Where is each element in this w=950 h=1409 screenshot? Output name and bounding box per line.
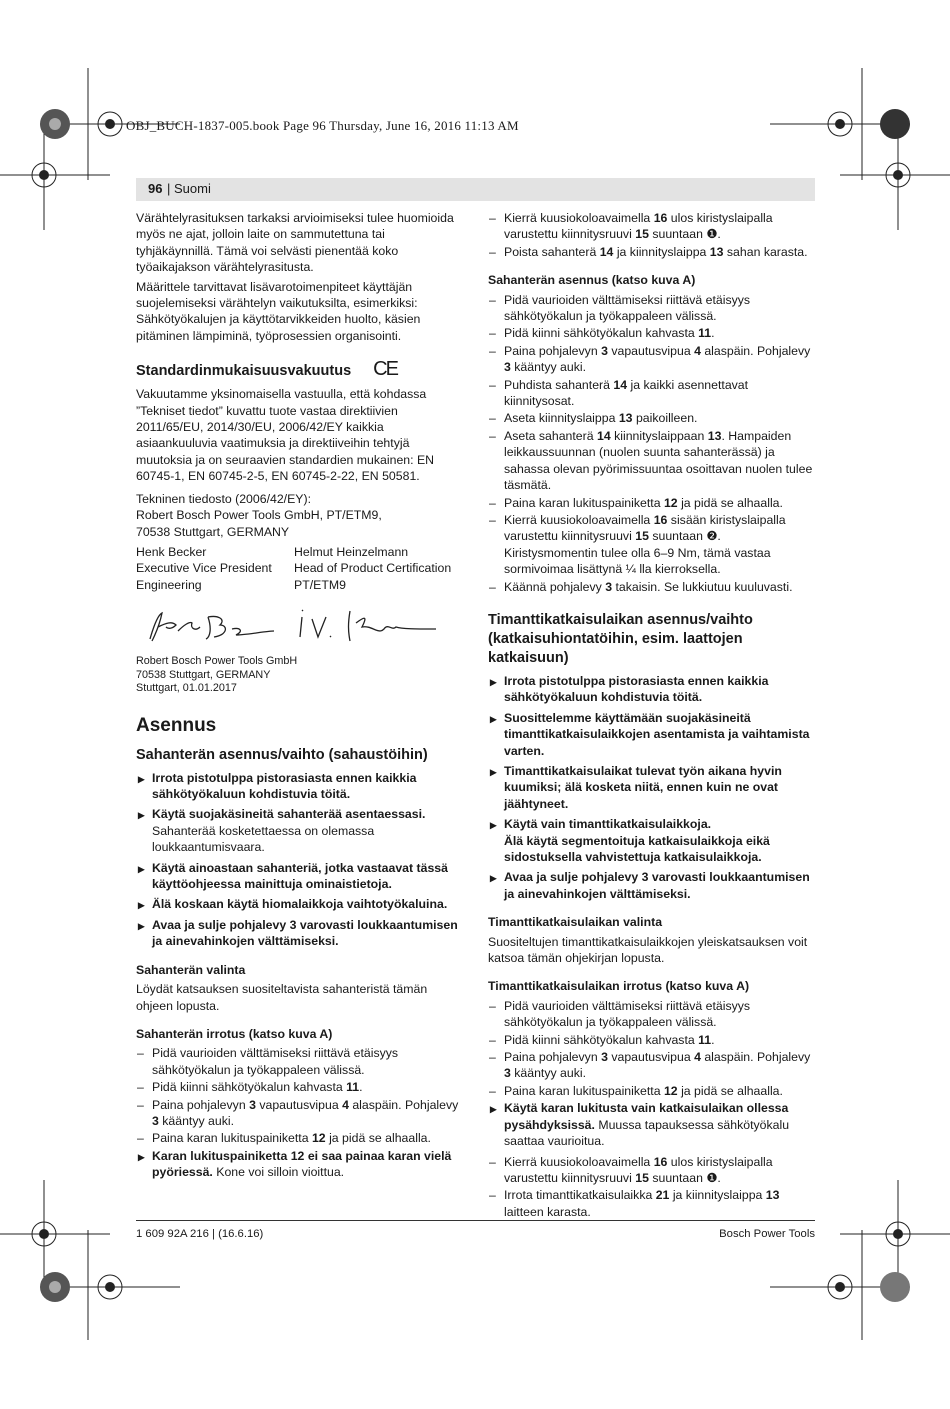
step-item: – Kierrä kuusiokoloavaimella 16 ulos kiristyslaipalla varustettu kiinnitysruuvi 15 suuntaan ❶. [488, 210, 816, 243]
step-item: – Pidä vaurioiden välttämiseksi riittävä etäisyys sähkötyökalun ja työkappaleen välissä. [488, 292, 816, 325]
signatory-name: Helmut Heinzelmann [294, 544, 409, 559]
step-item: – Pidä vaurioiden välttämiseksi riittävä etäisyys sähkötyökalun ja työkappaleen välissä. [488, 998, 816, 1031]
signatures-image [136, 601, 456, 651]
paragraph: Löydät katsauksen suositeltavista sahanteristä tämän ohjeen lopusta. [136, 982, 428, 1013]
page-section: Suomi [174, 181, 211, 196]
step-item: – Aseta kiinnityslaippa 13 paikoilleen. [488, 410, 816, 426]
step-item: – Paina karan lukituspainiketta 12 ja pidä se alhaalla. [488, 495, 816, 511]
step-item: – Paina pohjalevyn 3 vapautusvipua 4 alaspäin. Pohjalevy 3 kääntyy auki. [488, 1049, 816, 1082]
book-header: OBJ_BUCH-1837-005.book Page 96 Thursday, June 16, 2016 11:13 AM [126, 118, 519, 133]
heading-asennus: Asennus [136, 714, 217, 736]
paragraph: Suositeltujen timanttikatkaisulaikkojen yleiskatsauksen voit katsoa tämän ohjekirjan lopusta. [488, 934, 808, 966]
warning-item: ▶ Avaa ja sulje pohjalevy 3 varovasti loukkaantumisen ja ainevahinkojen välttämiseksi. [136, 917, 464, 950]
signatory-title: Engineering [136, 577, 202, 592]
step-item: – Pidä kiinni sähkötyökalun kahvasta 11. [488, 325, 816, 341]
heading-saw-blade: Sahanterän asennus/vaihto (sahaustöihin) [136, 746, 428, 763]
paragraph: Vakuutamme yksinomaisella vastuulla, että kohdassa ”Tekniset tiedot” kuvattu tuote vastaa direktiivien 2011/65/EU, 2014/30/EU, 2006/42/EY kaikkia asiaankuuluvia vaatimuksia ja direktiiveihin tehtyjä muutoksia ja on seuraavien standardien mukainen: EN 60745-1, EN 60745-2-5, EN 60745-2-22, EN 50581. [136, 387, 435, 484]
warning-item: ▶ Timanttikatkaisulaikat tulevat työn aikana hyvin kuumiksi; älä kosketa niitä, ennen kuin ne ovat jäähtyneet. [488, 763, 816, 812]
step-item: – Paina pohjalevyn 3 vapautusvipua 4 alaspäin. Pohjalevy 3 kääntyy auki. [488, 343, 816, 376]
warning-item: ▶ Käytä ainoastaan sahanteriä, jotka vastaavat tässä käyttöohjeessa mainittuja ominaistietoja. [136, 860, 464, 893]
heading-blade-install: Sahanterän asennus (katso kuva A) [488, 273, 696, 288]
step-item: – Käännä pohjalevy 3 takaisin. Se lukkiutuu kuuluvasti. [488, 579, 816, 595]
paragraph: Värähtelyrasituksen tarkaksi arvioimiseksi tulee huomioida myös ne ajat, jolloin laite on sammutettuna tai tyhjäkäynnillä. Tämä voi selvästi pienentää koko työaikajakson värähtelyrasitusta. [136, 211, 454, 275]
signatory-title: PT/ETM9 [294, 577, 346, 592]
right-column [488, 210, 816, 1221]
step-item: – Kierrä kuusiokoloavaimella 16 sisään kiristyslaipalla varustettu kiinnitysruuvi 15 suuntaan ❷. Kiristysmomentin tulee olla 6–9 Nm, tämä vastaa sormivoimaa lisättynä ¼ lla kierroksella. [488, 512, 816, 578]
step-item: – Kierrä kuusiokoloavaimella 16 ulos kiristyslaipalla varustettu kiinnitysruuvi 15 suuntaan ❶. [488, 1154, 816, 1187]
step-item: – Pidä kiinni sähkötyökalun kahvasta 11. [488, 1032, 816, 1048]
signatory-title: Head of Product Certification [294, 561, 452, 576]
step-item: – Paina pohjalevyn 3 vapautusvipua 4 alaspäin. Pohjalevy 3 kääntyy auki. [136, 1097, 464, 1130]
tech-line: Robert Bosch Power Tools GmbH, PT/ETM9, [136, 508, 382, 523]
signatories [136, 544, 464, 593]
warning-item: ▶ Irrota pistotulppa pistorasiasta ennen kaikkia sähkötyökaluun kohdistuvia töitä. [488, 673, 816, 706]
footer-brand: Bosch Power Tools [719, 1228, 815, 1240]
step-item: – Aseta sahanterä 14 kiinnityslaippaan 13. Hampaiden leikkaussuunnan (nuolen suunta sahanterässä) ja sahassa olevan pyörimissuuntaa osoittavan nuolen tulee täsmätä. [488, 428, 816, 494]
footer-doc-number: 1 609 92A 216 | (16.6.16) [136, 1228, 264, 1240]
warning-item: ▶ Käytä suojakäsineitä sahanterää asentaessasi. Sahanterää kosketettaessa on olemassa loukkaantumisvaara. [136, 806, 464, 855]
tech-line: Tekninen tiedosto (2006/42/EY): [136, 491, 312, 506]
step-item: – Pidä kiinni sähkötyökalun kahvasta 11. [136, 1079, 464, 1095]
heading-disc-removal: Timanttikatkaisulaikan irrotus (katso kuva A) [488, 979, 750, 994]
footer-rule [136, 1220, 815, 1221]
heading-diamond-disc: Timanttikatkaisulaikan asennus/vaihto (katkaisuhiontatöihin, esim. laattojen katkaisuun) [488, 611, 753, 666]
address-line: Robert Bosch Power Tools GmbH [136, 655, 298, 668]
paragraph: Määrittele tarvittavat lisävarotoimenpiteet käyttäjän suojelemiseksi värähtelyn vaikutuksilta, esimerkiksi: Sähkötyökalujen ja käyttötarvikkeiden huolto, käsien pitäminen lämpiminä, työprosessien organisointi. [136, 279, 421, 343]
page-separator: | [167, 181, 171, 196]
warning-item: ▶ Irrota pistotulppa pistorasiasta ennen kaikkia sähkötyökaluun kohdistuvia töitä. [136, 770, 464, 803]
step-item: – Puhdista sahanterä 14 ja kaikki asennettavat kiinnitysosat. [488, 377, 816, 410]
address-line: Stuttgart, 01.01.2017 [136, 682, 237, 695]
heading-blade-selection: Sahanterän valinta [136, 962, 246, 977]
step-item: – Paina karan lukituspainiketta 12 ja pidä se alhaalla. [488, 1083, 816, 1099]
page-number: 96 [148, 181, 163, 196]
step-item: – Poista sahanterä 14 ja kiinnityslaippa 13 sahan karasta. [488, 244, 816, 260]
heading-conformity: Standardinmukaisuusvakuutus CE [136, 358, 397, 381]
ce-mark-icon: CE [373, 358, 397, 381]
heading-disc-selection: Timanttikatkaisulaikan valinta [488, 915, 663, 930]
address-line: 70538 Stuttgart, GERMANY [136, 668, 271, 681]
step-item: – Pidä vaurioiden välttämiseksi riittävä etäisyys sähkötyökalun ja työkappaleen välissä. [136, 1045, 464, 1078]
left-column [136, 210, 464, 1185]
warning-item: ▶ Suosittelemme käyttämään suojakäsineitä timanttikatkaisulaikkojen asentamista ja vaihtamista varten. [488, 710, 816, 759]
warning-item: ▶ Käytä vain timanttikatkaisulaikkoja. Älä käytä segmentoituja katkaisulaikkoja eikä sidostuksella vahvistettuja katkaisulaikkoja. [488, 816, 816, 865]
warning-item: ▶ Karan lukituspainiketta 12 ei saa painaa karan vielä pyöriessä. Kone voi silloin vioittua. [136, 1148, 464, 1181]
signatory-title: Executive Vice President [136, 561, 272, 576]
signatory-name: Henk Becker [136, 544, 207, 559]
warning-item: ▶ Avaa ja sulje pohjalevy 3 varovasti loukkaantumisen ja ainevahinkojen välttämiseksi. [488, 869, 816, 902]
step-item: – Paina karan lukituspainiketta 12 ja pidä se alhaalla. [136, 1130, 464, 1146]
warning-item: ▶ Älä koskaan käytä hiomalaikkoja vaihtotyökaluina. [136, 896, 464, 912]
warning-item: ▶ Käytä karan lukitusta vain katkaisulaikan ollessa pysähdyksissä. Muussa tapauksessa sähkötyökalu saattaa vaurioitua. [488, 1100, 816, 1149]
tech-line: 70538 Stuttgart, GERMANY [136, 524, 290, 539]
page-header-bar [136, 178, 815, 201]
heading-blade-removal: Sahanterän irrotus (katso kuva A) [136, 1026, 333, 1041]
step-item: – Irrota timanttikatkaisulaikka 21 ja kiinnityslaippa 13 laitteen karasta. [488, 1187, 816, 1220]
